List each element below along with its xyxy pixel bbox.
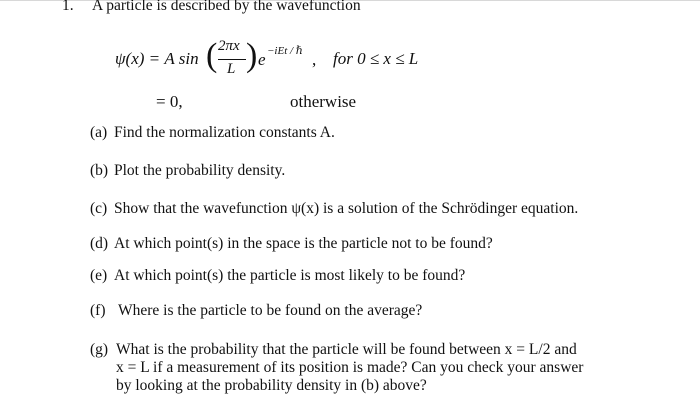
question-label: (g): [90, 341, 109, 358]
exponent: −iEt / ℏ: [267, 45, 303, 57]
question-text: Find the normalization constants A.: [114, 124, 335, 141]
right-parenthesis: ): [246, 37, 258, 74]
equation-comma: ,: [312, 50, 317, 69]
question-label: (b): [90, 162, 109, 179]
question-text-line-3: by looking at the probability density in (b) above?: [116, 377, 427, 394]
exponential-base: e: [258, 50, 266, 69]
left-parenthesis: (: [206, 37, 218, 74]
question-text: At which point(s) in the space is the particle not to be found?: [114, 235, 493, 252]
fraction-denominator: L: [227, 61, 236, 77]
question-text: At which point(s) the particle is most likely to be found?: [114, 267, 466, 284]
question-label: (a): [90, 124, 108, 141]
fraction-numerator: 2πx: [218, 38, 240, 54]
problem-number: 1.: [62, 0, 74, 14]
otherwise-label: otherwise: [290, 92, 357, 111]
problem-title: A particle is described by the wavefunction: [92, 0, 361, 14]
question-label: (d): [90, 235, 109, 252]
equation-lhs: ψ(x) = A sin: [115, 49, 199, 68]
question-text-line-2: x = L if a measurement of its position is made? Can you check your answer: [116, 359, 584, 376]
otherwise-value: = 0,: [156, 92, 183, 111]
question-label: (e): [90, 267, 108, 284]
question-text: What is the probability that the particle will be found between x = L/2 and: [116, 341, 577, 358]
question-label: (c): [90, 200, 108, 217]
domain-condition: for 0 ≤ x ≤ L: [333, 49, 419, 68]
question-text: Plot the probability density.: [114, 162, 286, 179]
question-text: Show that the wavefunction ψ(x) is a solution of the Schrödinger equation.: [114, 200, 579, 217]
question-label: (f): [90, 302, 106, 319]
question-text: Where is the particle to be found on the average?: [118, 302, 423, 319]
fraction-bar: [218, 59, 246, 60]
